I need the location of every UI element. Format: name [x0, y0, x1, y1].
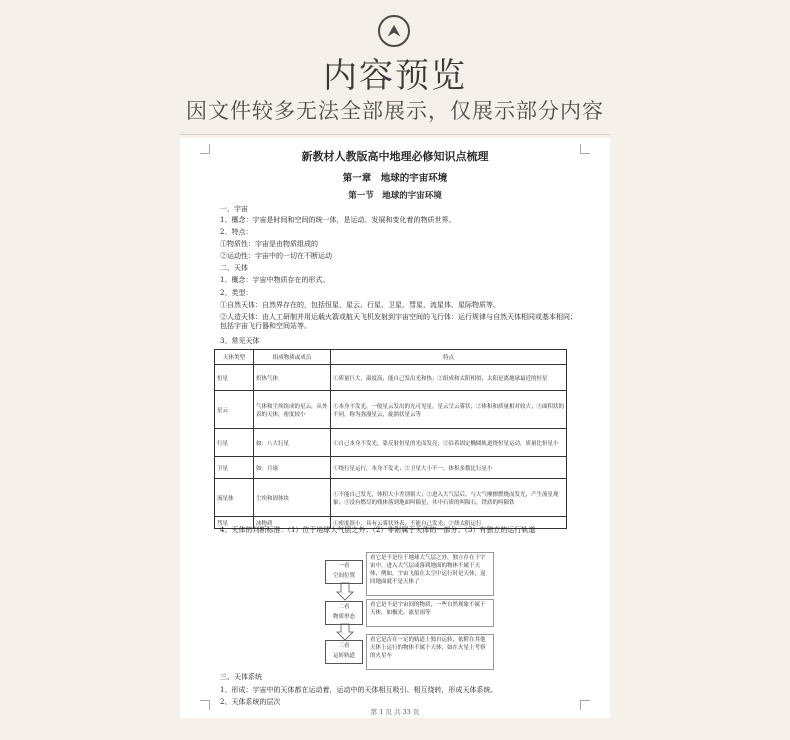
- table-cell: 星云: [215, 391, 254, 429]
- table-header: 天体类型: [215, 350, 254, 365]
- table-cell: 彗星: [215, 517, 254, 529]
- table-cell: ①本身不发光，一般星云发出的光可见星，星云呈云雾状；②体积和质量相对较大；③面积状的不同，称为弥漫星云，旋涡状星云等: [331, 391, 567, 429]
- criteria-text: 4、天体的判断标准：（1）位于地球大气层之外；（2）非附属于天体的一部分；（3）有独立的运行轨道: [220, 526, 536, 534]
- table-row: [215, 479, 567, 517]
- doc-line: 二、天体: [220, 264, 248, 272]
- chevron-up-circle-icon: [378, 15, 410, 47]
- doc-line: 2、类型：: [220, 289, 253, 297]
- table-row: [215, 365, 567, 391]
- document-title: 新教材人教版高中地理必修知识点梳理: [301, 150, 489, 163]
- doc-line: 1、形成：宇宙中的天体都在运动着，运动中的天体相互吸引、相互绕转，形成天体系统。: [220, 686, 498, 694]
- table-header: 组成物质或成员: [254, 350, 331, 365]
- table-cell: 冰物质: [254, 517, 331, 529]
- table-cell: 气体和尘埃组成的星云，从外表的天体，密度较小: [254, 391, 331, 429]
- table-header: 特点: [331, 350, 567, 365]
- flow-step: 一看 空间位置: [325, 560, 363, 584]
- doc-line: ②运动性：宇宙中的一切在不断运动: [220, 252, 332, 260]
- table-cell: 炽热气体: [254, 365, 331, 391]
- celestial-body-table: [214, 349, 567, 529]
- divider: [180, 134, 610, 135]
- doc-line: 1、概念：宇宙是时间和空间的统一体，是运动、发展和变化着的物质世界。: [220, 216, 456, 224]
- table-cell: 如：八大行星: [254, 429, 331, 457]
- table-cell: 恒星: [215, 365, 254, 391]
- table-cell: ①自己本身不发光，靠反射恒星的光而发亮；②沿着固定椭圆轨道绕恒星运动，质量比恒星小: [331, 429, 567, 457]
- table-cell: 流星体: [215, 479, 254, 517]
- doc-line: 2、天体系统的层次: [220, 698, 281, 706]
- doc-line: 3、常见天体: [220, 337, 260, 345]
- flow-step: 二看 物质形态: [325, 601, 363, 625]
- chevron-up-icon: [385, 22, 403, 40]
- flow-description: 看它是不是位于地球大气层之外，独立存在于宇宙中，进入大气层或落到地面的物体不属于天体，例如，宇宙飞船在太空中运行时是天体，返回地面就不是天体了: [366, 552, 494, 596]
- table-row: [215, 429, 567, 457]
- flow-description: 看它是不是宇宙间的物质，一些自然现象不属于天体，如极光、流星雨等: [366, 599, 494, 627]
- page-footer: 第 1 页 共 33 页: [370, 708, 420, 716]
- table-cell: 如：月球: [254, 457, 331, 479]
- flow-arrows: [335, 582, 355, 642]
- doc-line: 一、宇宙: [220, 205, 248, 213]
- table-row: [215, 391, 567, 429]
- section-heading: 第一节 地球的宇宙环境: [348, 191, 442, 201]
- page-subtitle: 因文件较多无法全部展示，仅展示部分内容: [186, 99, 604, 123]
- document-preview: [180, 138, 610, 718]
- table-cell: ①不能自己发光，体积大小差别很大；②进入大气层后，与大气摩擦燃烧而发光，产生流星现象；③没有燃尽的残体落到地面叫陨星，其中石质的叫陨石，铁质的叫陨铁: [331, 479, 567, 517]
- doc-line: 2、特点：: [220, 228, 253, 236]
- flow-step: 三看 运转轨道: [325, 640, 363, 664]
- chapter-heading: 第一章 地球的宇宙环境: [342, 173, 448, 184]
- doc-line: ①自然天体：自然界存在的，包括恒星、星云、行星、卫星、彗星、流星体、星际物质等。: [220, 301, 500, 309]
- table-row: [215, 457, 567, 479]
- table-cell: ①密度很小，具有云雾状外表，不能自己发光；②绕太阳运行: [331, 517, 567, 529]
- flow-description: 看它是否在一定的轨道上独自运转，依附在其他天体上运行的物体不属于天体，如在火星上考察的火星车: [366, 634, 494, 670]
- table-header-row: [215, 350, 567, 365]
- doc-line: ②人造天体：由人工研制并用运载火箭或航天飞机发射到宇宙空间的飞行体：运行规律与自然天体相同或基本相同；包括宇宙飞行器和空间站等。: [220, 313, 577, 330]
- table-cell: 行星: [215, 429, 254, 457]
- doc-line: 1、概念：宇宙中物质存在的形式。: [220, 276, 330, 284]
- page-title: 内容预览: [323, 56, 467, 96]
- table-cell: ①质量巨大，温度高，能自己发出光和热；②组成和太阳相似，太阳是离地球最近的恒星: [331, 365, 567, 391]
- table-cell: ①绕行星运行，本身不发光；②卫星大小不一，体积多数比行星小: [331, 457, 567, 479]
- doc-line: 三、天体系统: [220, 673, 262, 681]
- table-cell: 尘埃和固体块: [254, 479, 331, 517]
- table-cell: 卫星: [215, 457, 254, 479]
- doc-line: ①物质性：宇宙是由物质组成的: [220, 240, 318, 248]
